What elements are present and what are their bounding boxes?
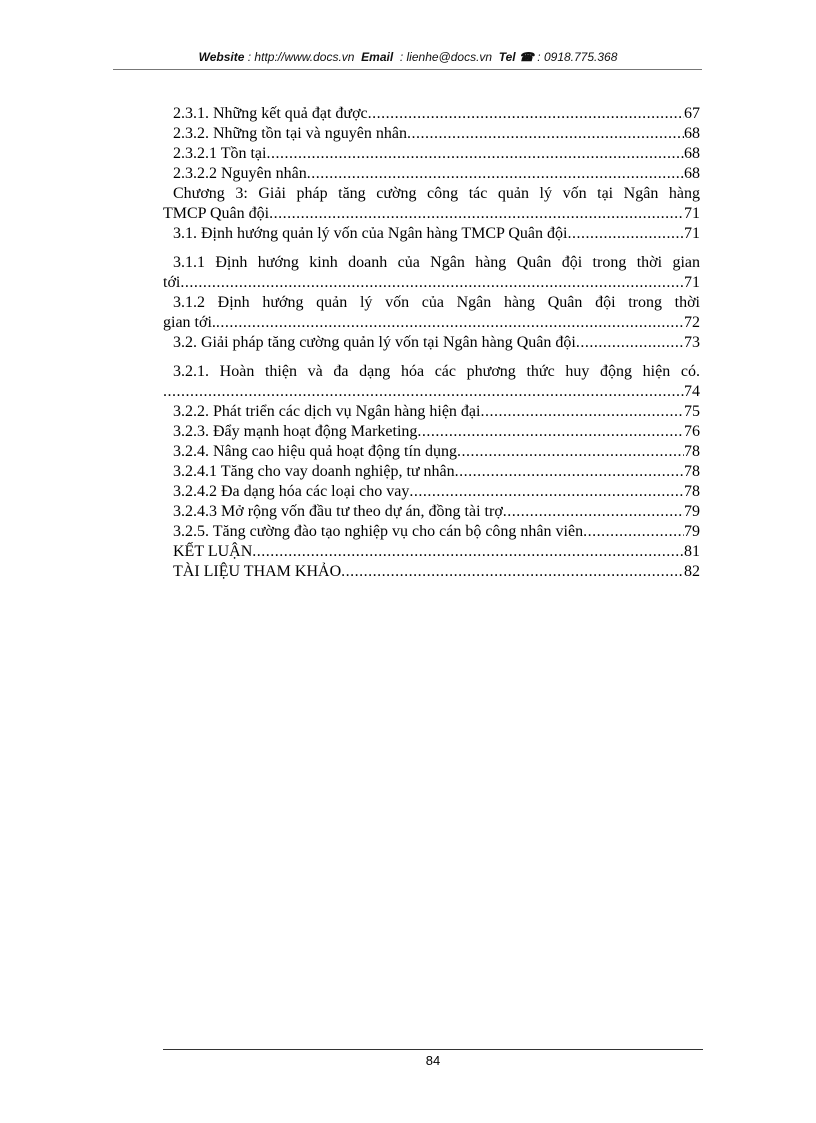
toc-leader (252, 542, 684, 562)
toc-entry[interactable] (163, 542, 700, 562)
toc-entry-title: 3.2.4.3 Mở rộng vốn đầu tư theo dự án, đồng tài trợ (173, 503, 503, 520)
toc-leader (576, 333, 684, 353)
toc-entry-title: 2.3.2.2 Nguyên nhân (173, 165, 307, 182)
toc-entry-page: 67 (684, 105, 700, 122)
page-number: 84 (425, 1053, 441, 1068)
table-of-contents (163, 104, 700, 582)
toc-leader (480, 402, 684, 422)
toc-entry-line2 (163, 313, 700, 333)
toc-entry[interactable] (163, 442, 700, 462)
toc-leader (455, 462, 684, 482)
toc-leader (503, 502, 684, 522)
toc-entry-title-line1: Chương 3: Giải pháp tăng cường công tác quản lý vốn tại Ngân hàng (173, 185, 700, 202)
toc-entry[interactable] (163, 224, 700, 244)
toc-entry-chapter-3[interactable] (163, 184, 700, 224)
footer-divider (163, 1049, 703, 1050)
toc-entry-wrapped[interactable] (163, 293, 700, 333)
toc-entry-title: 3.2.3. Đẩy mạnh hoạt động Marketing (173, 423, 418, 440)
toc-entry-page: 73 (684, 334, 700, 351)
toc-leader (368, 104, 684, 124)
toc-entry-page: 79 (684, 523, 700, 540)
toc-entry-title: TÀI LIỆU THAM KHẢO (173, 563, 342, 580)
toc-leader (266, 144, 684, 164)
toc-leader (407, 124, 684, 144)
toc-entry-title: 3.2. Giải pháp tăng cường quản lý vốn tại Ngân hàng Quân đội (173, 334, 576, 351)
toc-entry[interactable] (163, 124, 700, 144)
toc-entry-page: 75 (684, 403, 700, 420)
toc-entry-page: 79 (684, 503, 700, 520)
toc-entry-page: 68 (684, 165, 700, 182)
email-address[interactable]: : lienhe@docs.vn (399, 50, 493, 64)
toc-leader (409, 482, 684, 502)
toc-entry-title: 2.3.2. Những tồn tại và nguyên nhân (173, 125, 407, 142)
toc-entry-title: 3.2.2. Phát triển các dịch vụ Ngân hàng hiện đại (173, 403, 481, 420)
toc-entry-page: 71 (684, 205, 700, 222)
toc-entry[interactable] (163, 422, 700, 442)
toc-entry-page: 71 (684, 225, 700, 242)
toc-entry-title: 2.3.1. Những kết quả đạt được (173, 105, 368, 122)
toc-entry-title: 3.2.4.1 Tăng cho vay doanh nghiệp, tư nhân (173, 463, 455, 480)
toc-entry-page: 71 (684, 274, 700, 291)
toc-entry-title: 3.2.4.2 Đa dạng hóa các loại cho vay (173, 483, 410, 500)
toc-entry-page: 74 (684, 383, 700, 400)
toc-entry[interactable] (163, 502, 700, 522)
toc-entry[interactable] (163, 562, 700, 582)
toc-leader (457, 442, 684, 462)
toc-entry-title-line1: 3.1.1 Định hướng kinh doanh của Ngân hàng Quân đội trong thời gian (173, 254, 700, 271)
toc-entry-wrapped[interactable] (163, 253, 700, 293)
toc-entry-title-line1: 3.1.2 Định hướng quản lý vốn của Ngân hàng Quân đội trong thời (173, 294, 700, 311)
toc-entry-page: 68 (684, 145, 700, 162)
toc-entry-page: 78 (684, 443, 700, 460)
toc-entry-line2 (163, 382, 700, 402)
toc-entry-page: 76 (684, 423, 700, 440)
toc-entry-title: KẾT LUẬN (173, 543, 253, 560)
toc-entry[interactable] (163, 522, 700, 542)
page-header (0, 50, 816, 64)
toc-entry-line2 (163, 204, 700, 224)
toc-entry[interactable] (163, 482, 700, 502)
toc-entry-title-line1: 3.2.1. Hoàn thiện và đa dạng hóa các phương thức huy động hiện có. (173, 363, 700, 380)
toc-entry-page: 78 (684, 483, 700, 500)
toc-leader (180, 273, 684, 293)
toc-entry-page: 68 (684, 125, 700, 142)
header-divider (113, 69, 702, 70)
toc-entry-wrapped[interactable] (163, 362, 700, 402)
toc-leader (163, 382, 684, 402)
toc-entry[interactable] (163, 144, 700, 164)
toc-entry-title-line2: tới (163, 274, 181, 291)
toc-entry[interactable] (163, 462, 700, 482)
toc-leader (417, 422, 684, 442)
toc-entry-page: 78 (684, 463, 700, 480)
toc-entry[interactable] (163, 333, 700, 353)
toc-entry-title-line2: gian tới. (163, 314, 216, 331)
phone-icon: ☎ (519, 50, 534, 64)
tel-number: : 0918.775.368 (537, 50, 618, 64)
toc-leader (216, 313, 684, 333)
toc-leader (307, 164, 684, 184)
tel-label: Tel (498, 50, 516, 64)
toc-leader (269, 204, 684, 224)
toc-entry-line2 (163, 273, 700, 293)
toc-entry-title: 3.1. Định hướng quản lý vốn của Ngân hàng TMCP Quân đội (173, 225, 568, 242)
website-url[interactable]: : http://www.docs.vn (247, 50, 355, 64)
toc-entry-page: 82 (684, 563, 700, 580)
toc-entry-page: 81 (684, 543, 700, 560)
toc-entry[interactable] (163, 402, 700, 422)
toc-entry-page: 72 (684, 314, 700, 331)
email-label: Email (361, 50, 394, 64)
toc-entry-title: 2.3.2.1 Tồn tại (173, 145, 267, 162)
toc-leader (341, 562, 684, 582)
toc-leader (583, 522, 684, 542)
website-label: Website (198, 50, 245, 64)
toc-leader (567, 224, 684, 244)
toc-entry[interactable] (163, 104, 700, 124)
toc-entry[interactable] (163, 164, 700, 184)
toc-entry-title: 3.2.4. Nâng cao hiệu quả hoạt động tín dụng (173, 443, 457, 460)
toc-entry-title: 3.2.5. Tăng cường đào tạo nghiệp vụ cho cán bộ công nhân viên (173, 523, 584, 540)
toc-entry-title-line2: TMCP Quân đội (163, 205, 270, 222)
